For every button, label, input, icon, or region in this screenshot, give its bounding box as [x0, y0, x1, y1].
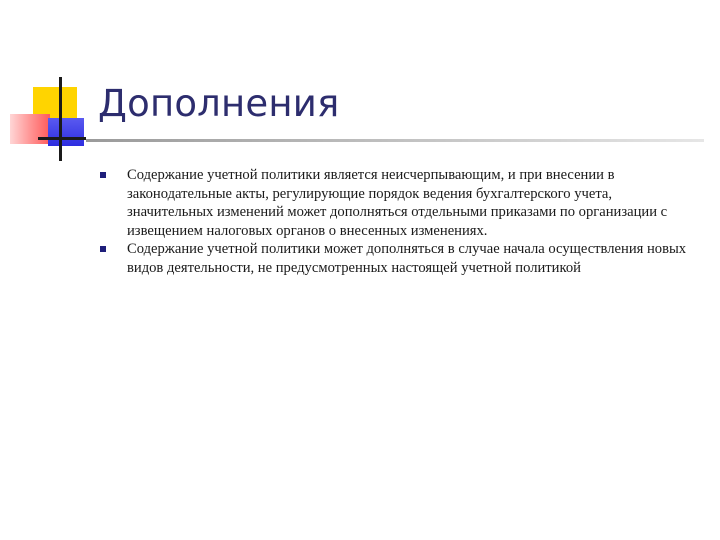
- list-item: [100, 240, 700, 277]
- slide-title: Дополнения: [98, 82, 340, 125]
- square-bullet-icon: [100, 246, 106, 252]
- list-item: [100, 166, 700, 240]
- square-bullet-icon: [100, 172, 106, 178]
- decorative-horizontal-line: [38, 137, 86, 140]
- title-underline-rule: [86, 139, 704, 142]
- decorative-blue-square: [48, 118, 84, 146]
- bullet-text: Содержание учетной политики является неисчерпывающим, и при внесении в законодательные акты, регулирующие порядок ведения бухгалтерского учета, значительных изменений может дополняться отдельными приказами по организации с извещением налоговых органов о внесенных изменениях.: [127, 167, 668, 239]
- decorative-vertical-line: [59, 77, 62, 161]
- bullet-list: [100, 166, 700, 278]
- bullet-text: Содержание учетной политики может дополняться в случае начала осуществления новых видов деятельности, не предусмотренных настоящей учетной политикой: [127, 241, 687, 276]
